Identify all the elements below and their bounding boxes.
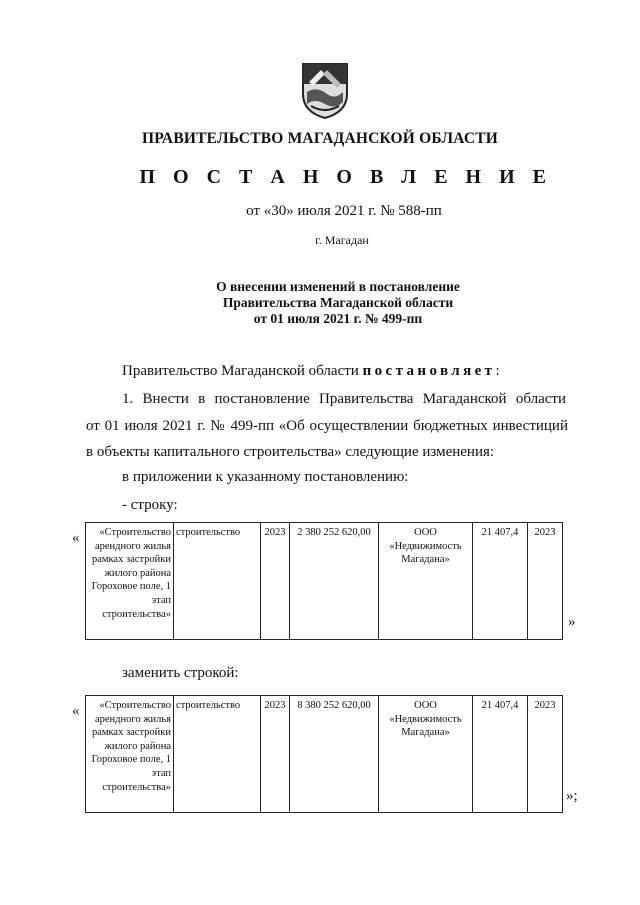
document-type-title: П О С Т А Н О В Л Е Н И Е	[139, 166, 553, 188]
commission-year-cell: 2023	[528, 696, 563, 813]
decree-word: постановляет	[362, 363, 496, 379]
table-row	[86, 523, 563, 640]
object-name-cell: «Строительство арендного жилья рамках застройки жилого района Гороховое поле, 1 этап строительства»	[86, 523, 174, 640]
document-subject	[0, 279, 640, 327]
customer-cell: ООО «Недвижимость Магадана»	[379, 523, 473, 640]
new-row-table	[85, 695, 563, 813]
appendix-line: в приложении к указанному постановлению:	[122, 469, 409, 485]
amount-cell: 8 380 252 620,00	[290, 696, 379, 813]
subject-line-1: О внесении изменений в постановление	[216, 279, 460, 294]
replace-label: заменить строкой:	[122, 665, 239, 681]
investment-type-cell: строительство	[174, 696, 261, 813]
coat-of-arms-icon	[301, 62, 349, 120]
year-cell: 2023	[261, 696, 290, 813]
document-date-number: от «30» июля 2021 г. № 588-пп	[246, 203, 442, 219]
row-label: - строку:	[122, 497, 178, 513]
item-1-line-1-text: 1. Внести в постановление Правительства Магаданской области	[122, 391, 566, 407]
close-quote-1: »	[568, 614, 576, 630]
customer-cell: ООО «Недвижимость Магадана»	[379, 696, 473, 813]
decree-prefix: Правительство Магаданской области	[122, 363, 363, 379]
year-cell: 2023	[261, 523, 290, 640]
decree-suffix: :	[495, 363, 500, 379]
amount-cell: 2 380 252 620,00	[290, 523, 379, 640]
decree-paragraph	[122, 363, 500, 380]
item-1-line-1	[122, 391, 566, 408]
object-name-cell: «Строительство арендного жилья рамках застройки жилого района Гороховое поле, 1 этап строительства»	[86, 696, 174, 813]
subject-line-2: Правительства Магаданской области	[222, 295, 454, 310]
open-quote-2: «	[72, 703, 80, 719]
open-quote-1: «	[72, 530, 80, 546]
item-1-line-3: в объекты капитального строительства» следующие изменения:	[86, 444, 495, 460]
item-1-line-2: от 01 июля 2021 г. № 499-пп «Об осуществлении бюджетных инвестиций	[86, 418, 568, 434]
organization-title: ПРАВИТЕЛЬСТВО МАГАДАНСКОЙ ОБЛАСТИ	[141, 130, 499, 147]
document-city: г. Магадан	[315, 233, 369, 247]
subject-line-3: от 01 июля 2021 г. № 499-пп	[253, 311, 423, 326]
table-row	[86, 696, 563, 813]
capacity-cell: 21 407,4	[473, 523, 528, 640]
capacity-cell: 21 407,4	[473, 696, 528, 813]
investment-type-cell: строительство	[174, 523, 261, 640]
commission-year-cell: 2023	[528, 523, 563, 640]
close-quote-2: »;	[566, 788, 578, 804]
old-row-table	[85, 522, 563, 640]
